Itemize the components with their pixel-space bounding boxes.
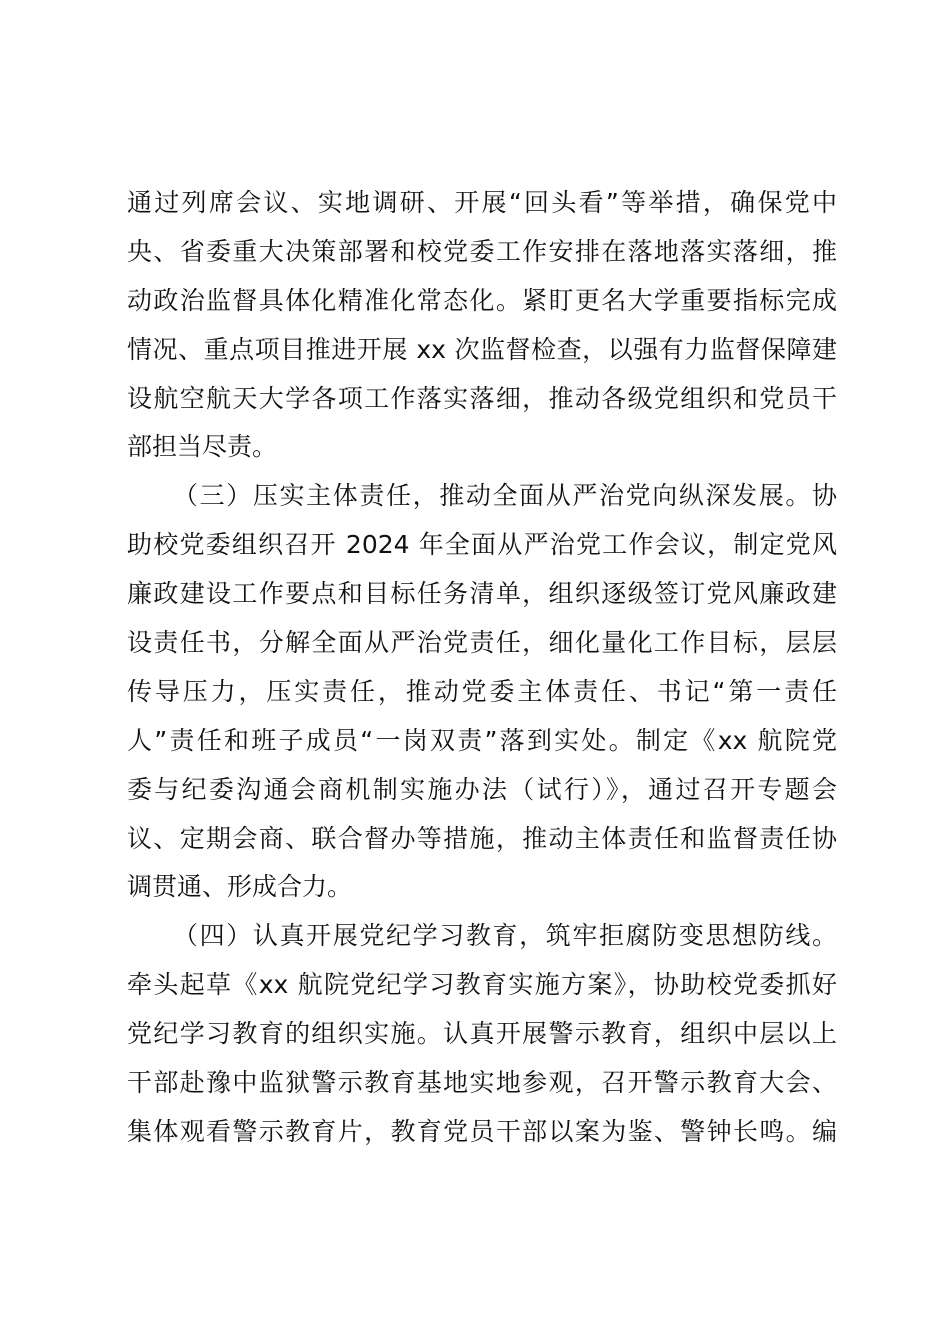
text-line: 牵头起草《xx 航院党纪学习教育实施方案》，协助校党委抓好	[127, 970, 837, 1000]
text-line: 部担当尽责。	[127, 432, 278, 462]
text-line: 央、省委重大决策部署和校党委工作安排在落地落实落细，推	[127, 236, 837, 266]
paragraph-heading-line: （三）压实主体责任，推动全面从严治党向纵深发展。协	[173, 481, 837, 511]
text-line: 人”责任和班子成员“一岗双责”落到实处。制定《xx 航院党	[127, 725, 837, 755]
text-line: 设责任书，分解全面从严治党责任，细化量化工作目标，层层	[127, 628, 837, 658]
text-line: 传导压力，压实责任，推动党委主体责任、书记“第一责任	[127, 676, 837, 706]
text-line: 廉政建设工作要点和目标任务清单，组织逐级签订党风廉政建	[127, 579, 837, 609]
text-line: 委与纪委沟通会商机制实施办法（试行）》，通过召开专题会	[127, 774, 837, 804]
text-line: 党纪学习教育的组织实施。认真开展警示教育，组织中层以上	[127, 1019, 837, 1049]
text-line: 动政治监督具体化精准化常态化。紧盯更名大学重要指标完成	[127, 285, 837, 315]
text-line: 助校党委组织召开 2024 年全面从严治党工作会议，制定党风	[127, 530, 837, 560]
body-text	[127, 179, 837, 1157]
text-line: 通过列席会议、实地调研、开展“回头看”等举措，确保党中	[127, 188, 837, 217]
text-line: 情况、重点项目推进开展 xx 次监督检查，以强有力监督保障建	[127, 334, 837, 364]
text-line: 议、定期会商、联合督办等措施，推动主体责任和监督责任协	[127, 823, 837, 853]
text-line: 干部赴豫中监狱警示教育基地实地参观，召开警示教育大会、	[127, 1068, 837, 1098]
paragraph-heading-line: （四）认真开展党纪学习教育，筑牢拒腐防变思想防线。	[173, 921, 837, 951]
text-line: 调贯通、形成合力。	[127, 872, 353, 902]
text-line: 设航空航天大学各项工作落实落细，推动各级党组织和党员干	[127, 383, 837, 413]
text-line: 集体观看警示教育片，教育党员干部以案为鉴、警钟长鸣。编	[127, 1116, 837, 1146]
